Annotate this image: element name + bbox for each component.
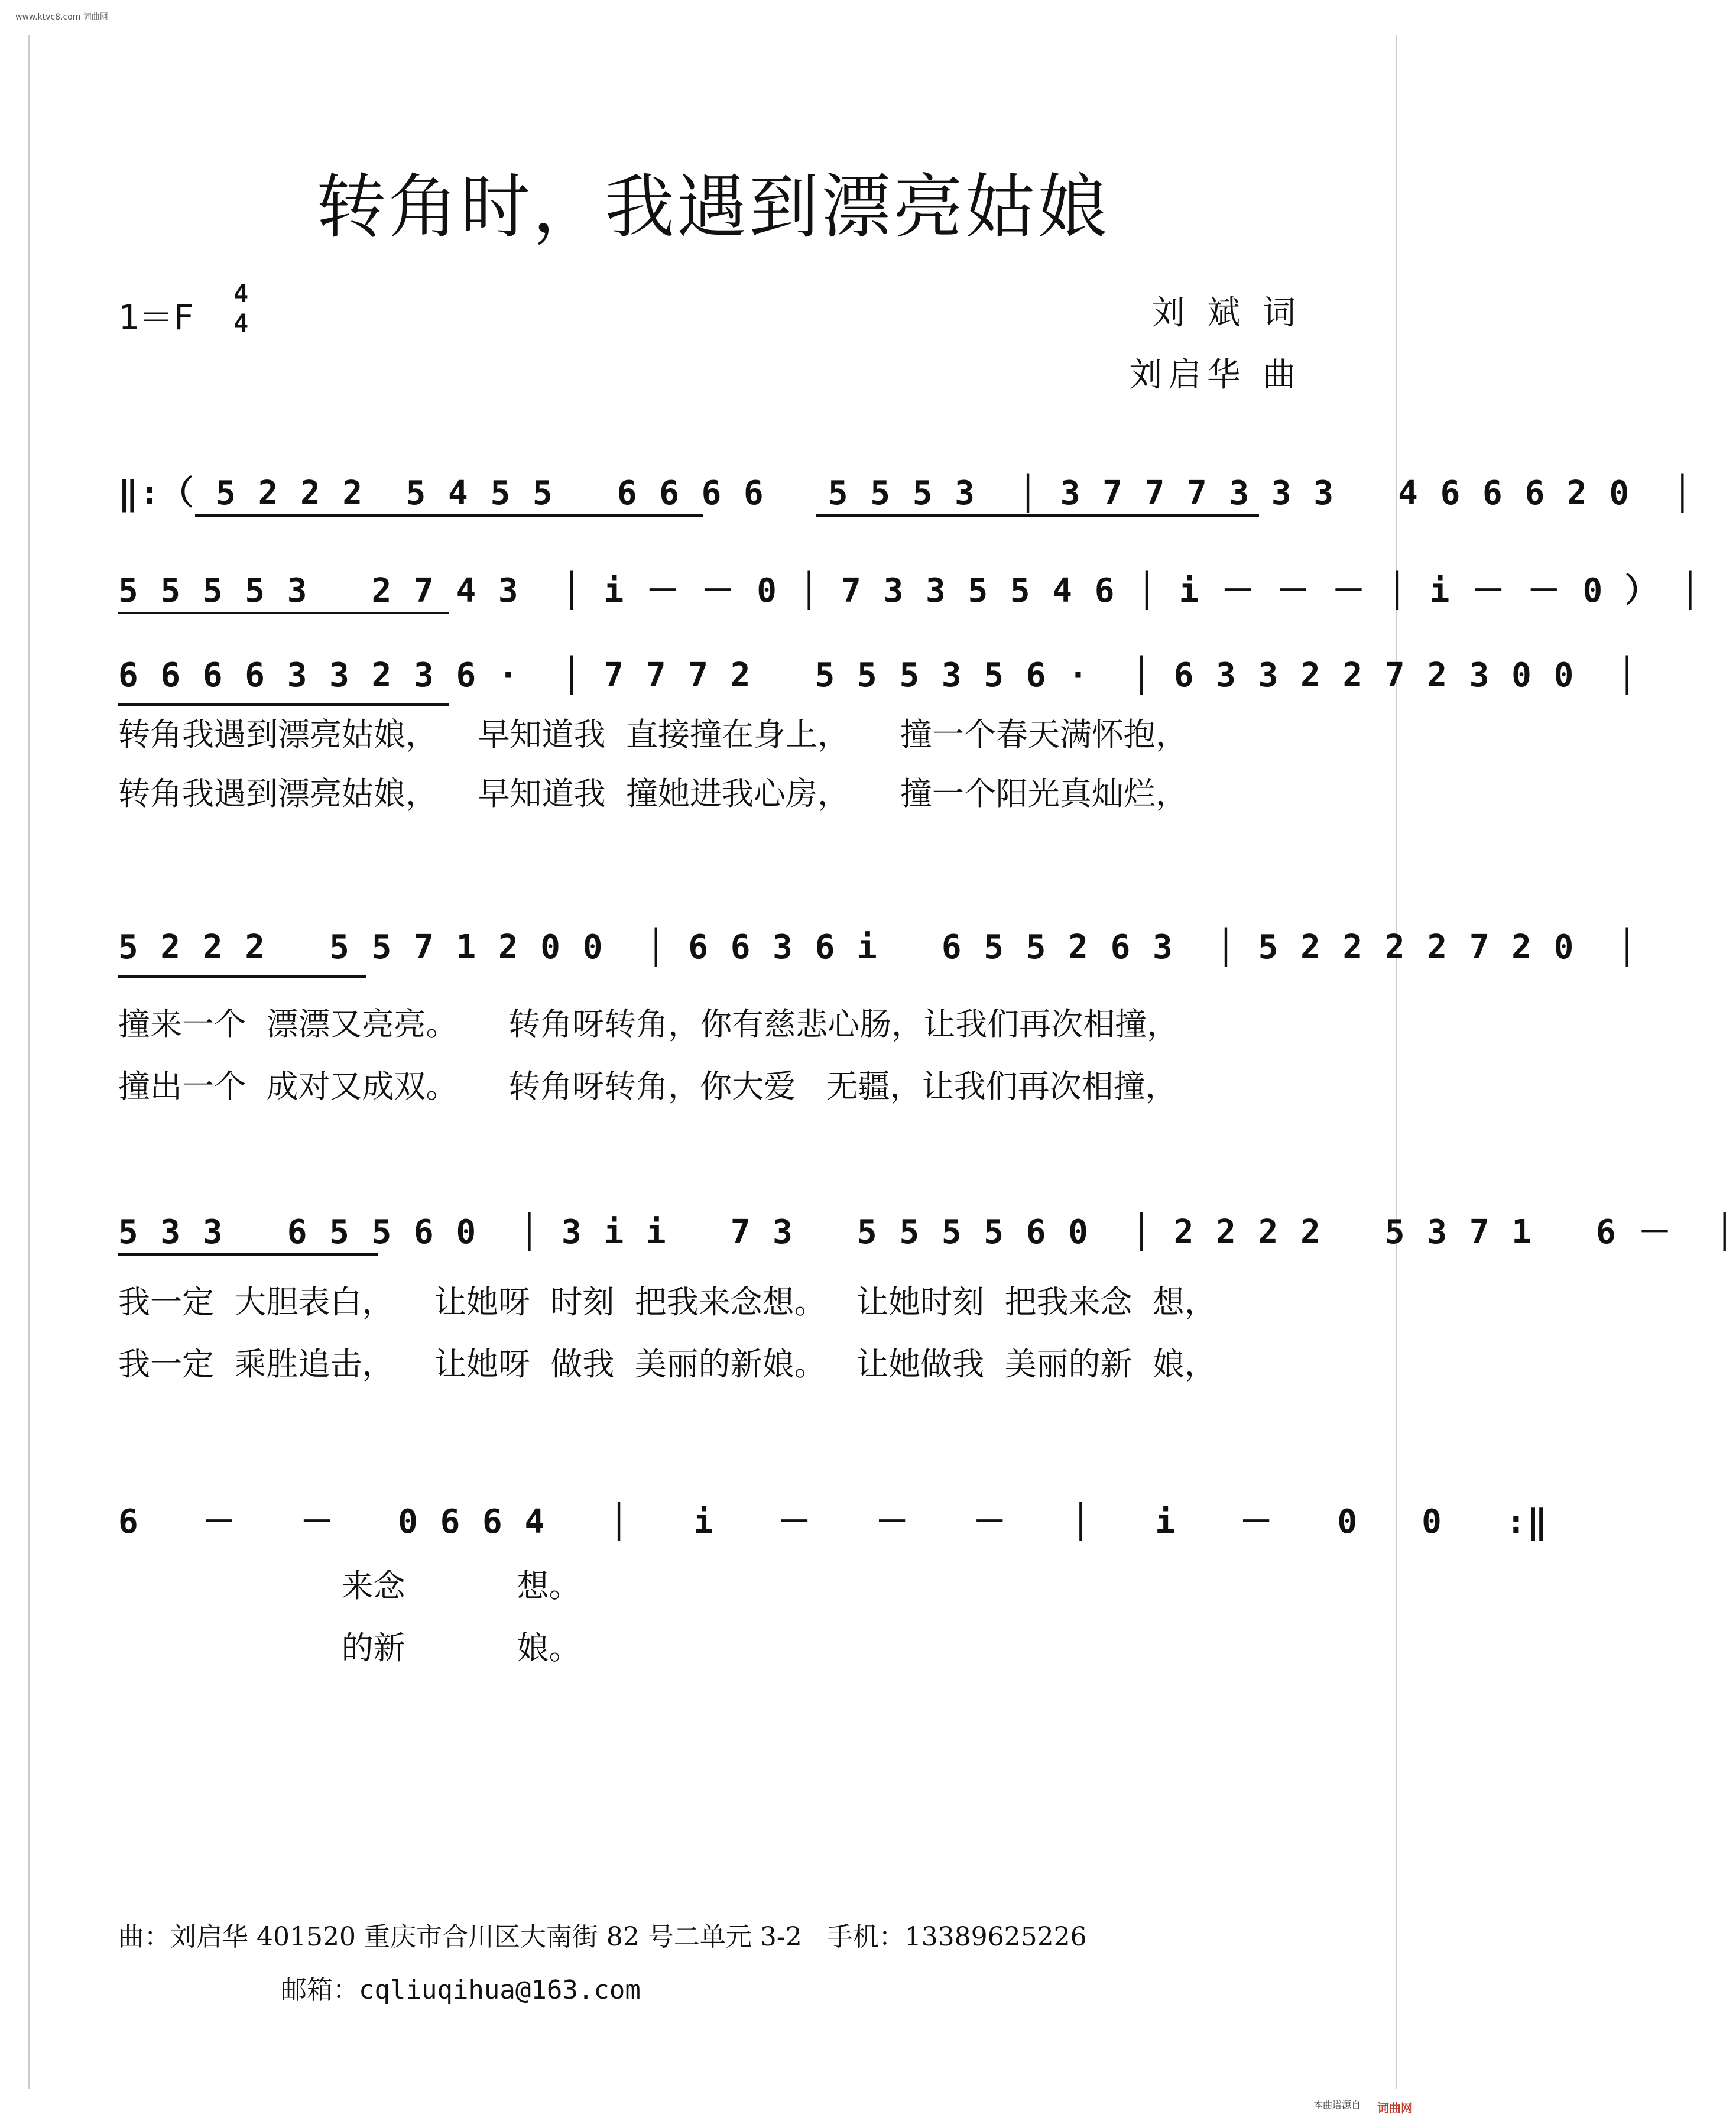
beam-underline: [195, 514, 703, 517]
staff-notes: 5 2 2 2 5 5 7 1 2 0 0 │ 6 6 3 6 i 6 5 5 2 6 3 │ 5 2 2 2 2 7 2 0 │: [118, 928, 1638, 967]
staff-line-4: [118, 916, 1638, 987]
staff-line-3: [118, 644, 1638, 715]
staff-notes: 5 5 5 5 3 2 7 4 3 │ i － － 0 │ 7 3 3 5 5 4 6 │ i － － － │ i － － 0 ） │: [118, 572, 1702, 610]
lyricist-credit: 刘 斌 词: [1151, 294, 1302, 332]
right-margin-strip: [1396, 35, 1421, 2089]
lyric-line-2a: 撞来一个 漂漂又亮亮。 转角呀转角，你有慈悲心肠，让我们再次相撞，: [118, 1006, 1179, 1043]
beam-underline: [118, 1253, 378, 1256]
source-tag: 本曲谱源自: [1313, 2099, 1361, 2110]
song-title: 转角时，我遇到漂亮姑娘: [316, 166, 1109, 248]
composer-credit: 刘启华 曲: [1129, 356, 1302, 394]
left-margin-strip: [5, 35, 30, 2089]
key-signature: 1＝F: [118, 297, 194, 338]
time-signature-top: 4: [233, 279, 249, 308]
lyric-line-1b: 转角我遇到漂亮姑娘， 早知道我 撞她进我心房， 撞一个阳光真灿烂，: [118, 775, 1187, 812]
staff-line-6: [118, 1484, 1549, 1555]
site-logo: 词曲网: [1377, 2101, 1413, 2115]
lyric-line-4a: 来念 想。: [118, 1567, 581, 1604]
beam-underline: [118, 612, 449, 614]
beam-underline: [118, 703, 449, 706]
staff-line-2: [118, 553, 1702, 624]
footer-email: 邮箱：cqliuqihua@163.com: [281, 1975, 641, 2005]
staff-notes: ‖:（ 5 2 2 2 5 4 5 5 6 6 6 6 5 5 5 3 │ 3 7 7 7 3 3 3 4 6 6 6 2 0 │: [118, 474, 1694, 513]
lyric-line-3a: 我一定 大胆表白， 让她呀 时刻 把我来念想。 让她时刻 把我来念 想，: [118, 1283, 1216, 1321]
staff-notes: 6 6 6 6 3 3 2 3 6 · │ 7 7 7 2 5 5 5 3 5 6 · │ 6 3 3 2 2 7 2 3 0 0 │: [118, 656, 1638, 695]
time-signature: [233, 279, 248, 338]
lyric-line-1a: 转角我遇到漂亮姑娘， 早知道我 直接撞在身上， 撞一个春天满怀抱，: [118, 716, 1187, 753]
staff-line-5: [118, 1194, 1736, 1265]
lyric-line-2b: 撞出一个 成对又成双。 转角呀转角，你大爱 无疆，让我们再次相撞，: [118, 1068, 1177, 1105]
beam-underline: [816, 514, 1259, 517]
staff-notes: 6 － － 0 6 6 4 │ i － － － │ i － 0 0 :‖: [118, 1503, 1549, 1541]
lyric-line-4b: 的新 娘。: [118, 1629, 581, 1666]
site-watermark: www.ktvc8.com 词曲网: [15, 12, 108, 22]
lyric-line-3b: 我一定 乘胜追击， 让她呀 做我 美丽的新娘。 让她做我 美丽的新 娘，: [118, 1345, 1216, 1383]
staff-notes: 5 3 3 6 5 5 6 0 │ 3 i i 7 3 5 5 5 5 6 0 │ 2 2 2 2 5 3 7 1 6 － │: [118, 1213, 1736, 1251]
footer-address: 曲：刘启华 401520 重庆市合川区大南街 82 号二单元 3-2 手机：13389625226: [118, 1922, 1087, 1952]
beam-underline: [118, 975, 366, 978]
time-signature-bottom: 4: [233, 309, 249, 338]
staff-line-1: [118, 455, 1694, 526]
